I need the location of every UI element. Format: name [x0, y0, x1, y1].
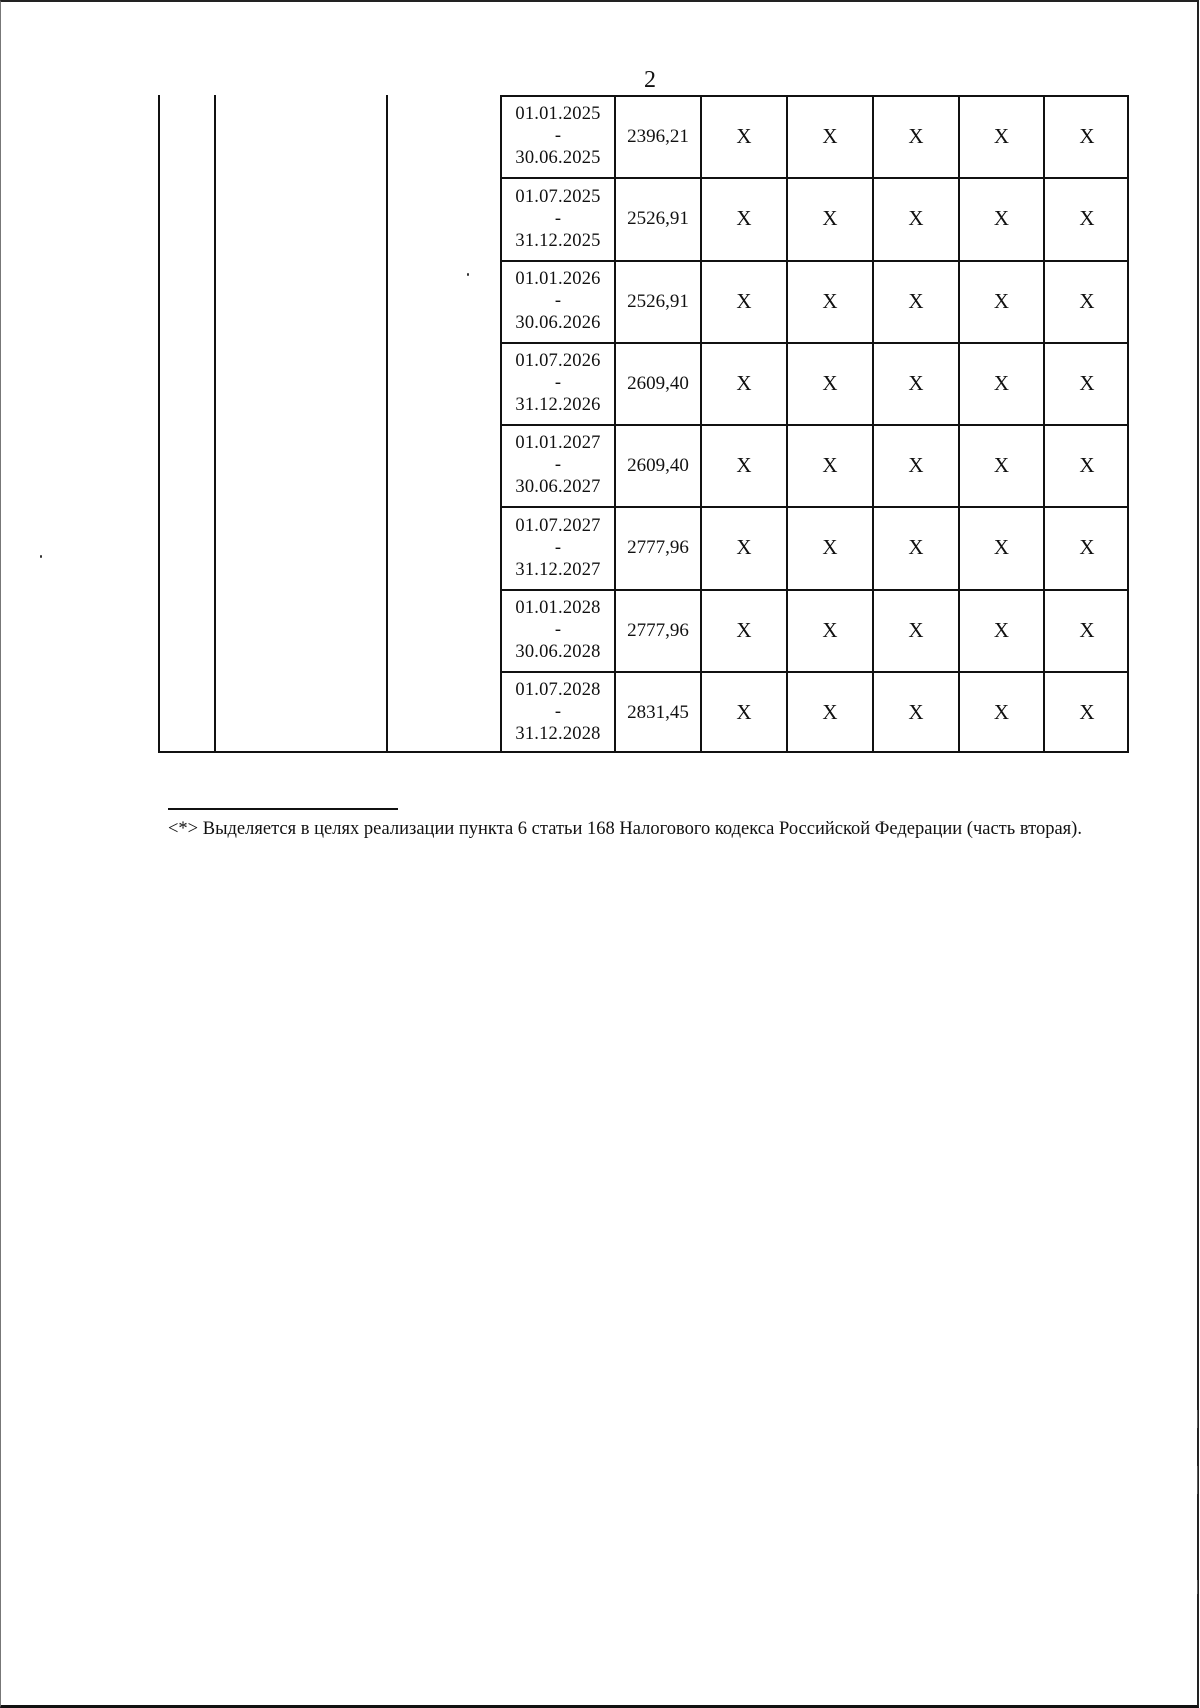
tariff-value-cell: 2526,91 — [627, 208, 689, 229]
tariff-value-cell: 2526,91 — [627, 290, 689, 312]
x-mark-cell-x-3: X — [908, 452, 924, 477]
tariff-value-cell: 2777,96 — [627, 619, 689, 641]
table-vline — [158, 95, 160, 753]
x-mark-cell-x-1: X — [736, 452, 752, 477]
period-dash: - — [554, 455, 562, 475]
page-number: 2 — [644, 67, 656, 93]
x-mark-cell-x-4: X — [993, 699, 1010, 724]
x-mark-cell-x-5: X — [1079, 699, 1095, 724]
period-dash: - — [554, 208, 562, 229]
x-mark-cell-x-4: X — [993, 370, 1010, 395]
x-mark-cell-x-1: X — [736, 535, 752, 559]
x-mark-cell-x-3: X — [908, 370, 924, 395]
x-mark-cell-x-3: X — [908, 288, 924, 313]
period-dash: - — [554, 291, 562, 311]
x-mark-cell-x-5: X — [1079, 617, 1095, 642]
x-mark-cell-x-4: X — [993, 535, 1010, 559]
period-cell — [502, 424, 614, 506]
x-mark-cell-x-3: X — [908, 617, 924, 642]
period-dash: - — [554, 620, 562, 640]
tariff-value-cell: 2396,21 — [627, 125, 689, 147]
period-end-date: 31.12.2025 — [515, 230, 601, 251]
x-mark-cell-x-1: X — [736, 206, 752, 230]
period-start-date: 01.07.2025 — [515, 186, 601, 207]
tariff-value-cell: 2777,96 — [627, 537, 689, 558]
period-cell — [502, 506, 614, 589]
x-mark-cell-x-5: X — [1079, 535, 1095, 559]
x-mark-cell-x-3: X — [908, 699, 924, 724]
period-cell — [502, 95, 614, 177]
x-mark-cell-x-2: X — [822, 699, 838, 724]
x-mark-cell-x-2: X — [822, 452, 838, 477]
footnote-text: <*> Выделяется в целях реализации пункта 6 статьи 168 Налогового кодекса Российской Федерации (часть вторая). — [168, 819, 1082, 839]
tariff-value-cell: 2609,40 — [627, 454, 689, 476]
x-mark-cell-x-1: X — [736, 617, 752, 642]
scan-edge-mark — [1197, 1466, 1198, 1494]
period-start-date: 01.07.2026 — [515, 351, 601, 371]
x-mark-cell-x-2: X — [822, 535, 838, 559]
scan-edge-mark — [1197, 1410, 1198, 1428]
x-mark-cell-x-2: X — [822, 123, 838, 148]
period-cell — [502, 260, 614, 342]
x-mark-cell-x-4: X — [993, 452, 1010, 477]
x-mark-cell-x-4: X — [993, 617, 1010, 642]
period-end-date: 31.12.2027 — [515, 559, 601, 580]
x-mark-cell-x-4: X — [993, 288, 1010, 313]
x-mark-cell-x-5: X — [1079, 288, 1095, 313]
period-end-date: 31.12.2028 — [515, 724, 601, 744]
scan-speck — [40, 555, 42, 558]
period-end-date: 30.06.2026 — [515, 313, 601, 333]
period-dash: - — [554, 373, 562, 393]
table-vline — [386, 95, 388, 753]
x-mark-cell-x-5: X — [1079, 452, 1095, 477]
period-end-date: 30.06.2027 — [515, 477, 601, 497]
x-mark-cell-x-1: X — [736, 288, 752, 313]
tariff-value-cell: 2609,40 — [627, 372, 689, 394]
x-mark-cell-x-2: X — [822, 288, 838, 313]
period-start-date: 01.07.2027 — [515, 515, 601, 536]
period-end-date: 30.06.2028 — [515, 642, 601, 662]
period-cell — [502, 342, 614, 424]
x-mark-cell-x-2: X — [822, 370, 838, 395]
period-dash: - — [554, 126, 562, 146]
x-mark-cell-x-3: X — [908, 535, 924, 559]
x-mark-cell-x-2: X — [822, 206, 838, 230]
period-dash: - — [554, 537, 562, 558]
scan-speck — [467, 273, 469, 276]
period-end-date: 31.12.2026 — [515, 395, 601, 415]
period-start-date: 01.01.2028 — [515, 598, 601, 618]
period-cell — [502, 589, 614, 671]
period-start-date: 01.01.2026 — [515, 269, 601, 289]
tariff-table — [158, 95, 1129, 753]
period-start-date: 01.01.2025 — [515, 104, 601, 124]
period-dash: - — [554, 702, 562, 722]
period-cell — [502, 671, 614, 753]
period-start-date: 01.01.2027 — [515, 433, 601, 453]
x-mark-cell-x-3: X — [908, 123, 924, 148]
period-start-date: 01.07.2028 — [515, 680, 601, 700]
x-mark-cell-x-5: X — [1079, 206, 1095, 230]
x-mark-cell-x-4: X — [993, 206, 1010, 230]
scan-edge-mark — [1197, 1580, 1198, 1594]
x-mark-cell-x-1: X — [736, 370, 752, 395]
period-end-date: 30.06.2025 — [515, 148, 601, 168]
x-mark-cell-x-5: X — [1079, 370, 1095, 395]
x-mark-cell-x-1: X — [736, 699, 752, 724]
x-mark-cell-x-5: X — [1079, 123, 1095, 148]
x-mark-cell-x-1: X — [736, 123, 752, 148]
x-mark-cell-x-4: X — [993, 123, 1010, 148]
footnote-separator — [168, 808, 398, 810]
x-mark-cell-x-2: X — [822, 617, 838, 642]
x-mark-cell-x-3: X — [908, 206, 924, 230]
period-cell — [502, 177, 614, 260]
table-vline — [214, 95, 216, 753]
tariff-value-cell: 2831,45 — [627, 701, 689, 723]
